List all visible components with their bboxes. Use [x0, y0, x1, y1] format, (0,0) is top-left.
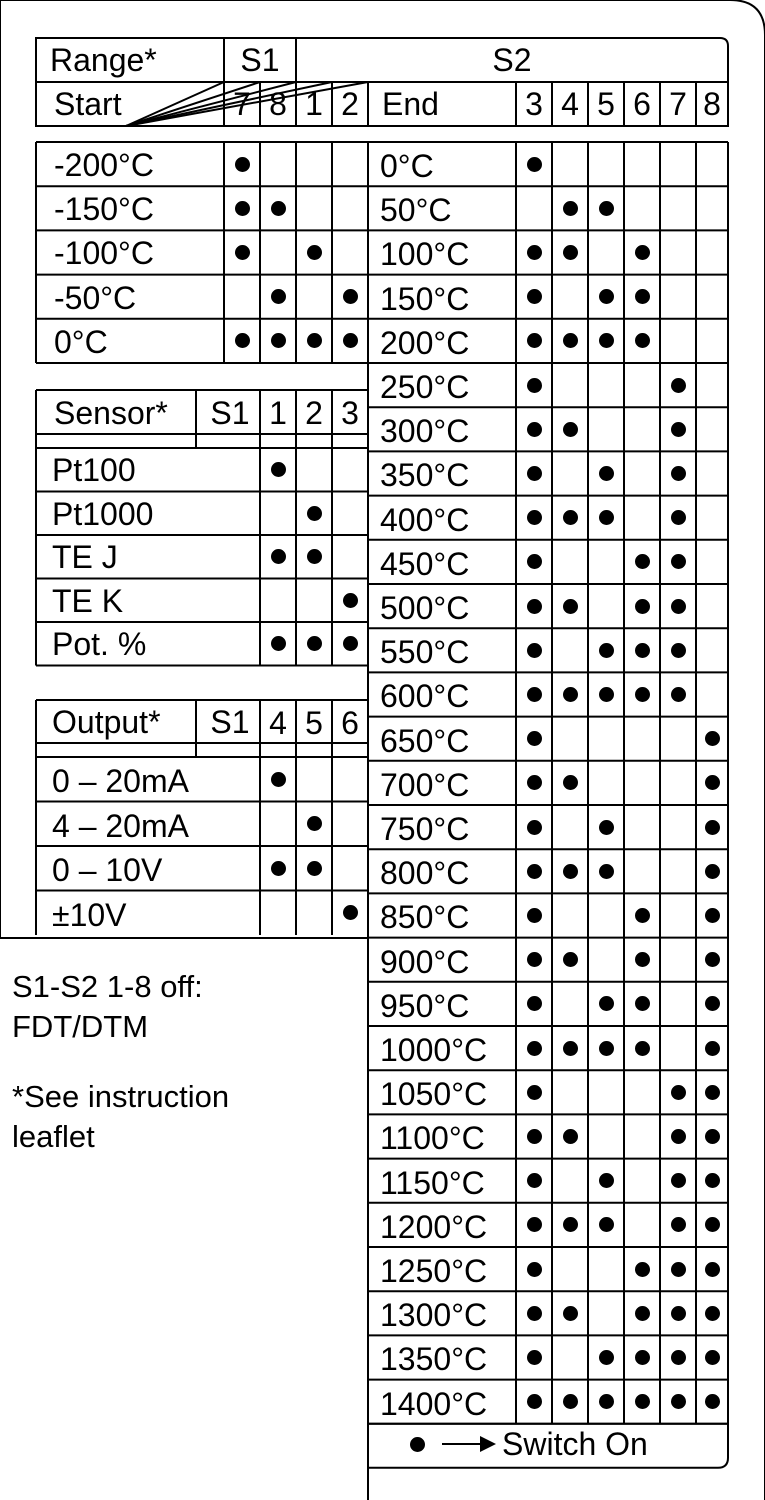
- range-s2-switch-number: 3: [525, 86, 543, 122]
- switch-on-dot: [599, 1394, 614, 1409]
- switch-on-dot: [705, 1306, 720, 1321]
- switch-on-dot: [527, 1129, 542, 1144]
- switch-on-dot: [599, 1217, 614, 1232]
- switch-on-dot: [271, 772, 286, 787]
- end-range-label: 700°C: [380, 766, 470, 803]
- switch-on-dot: [563, 775, 578, 790]
- range-s2-switch-number: 6: [633, 86, 651, 122]
- legend-text: Switch On: [502, 1426, 648, 1462]
- switch-on-dot: [635, 908, 650, 923]
- end-range-label: 0°C: [380, 148, 434, 184]
- switch-on-dot: [527, 775, 542, 790]
- switch-on-dot: [563, 201, 578, 216]
- switch-on-dot: [527, 157, 542, 172]
- switch-on-dot: [343, 333, 358, 348]
- start-range-label: 0°C: [54, 323, 108, 360]
- arrow-head-icon: [480, 1436, 496, 1452]
- end-range-label: 400°C: [380, 501, 470, 538]
- switch-on-dot: [307, 636, 322, 651]
- switch-on-dot: [271, 636, 286, 651]
- switch-on-dot: [671, 1394, 686, 1409]
- legend-dot: [410, 1437, 425, 1452]
- end-range-label: 550°C: [380, 634, 470, 671]
- switch-on-dot: [635, 952, 650, 967]
- switch-on-dot: [563, 1129, 578, 1144]
- switch-on-dot: [705, 996, 720, 1011]
- switch-on-dot: [671, 1262, 686, 1277]
- sensor-type-label: Pot. %: [52, 626, 147, 662]
- end-range-label: 600°C: [380, 678, 470, 715]
- range-s2-switch-number: 4: [561, 86, 579, 122]
- switch-on-dot: [599, 466, 614, 481]
- switch-on-dot: [563, 245, 578, 260]
- switch-on-dot: [527, 820, 542, 835]
- switch-on-dot: [527, 245, 542, 260]
- switch-on-dot: [527, 289, 542, 304]
- switch-on-dot: [599, 510, 614, 525]
- end-range-label: 1300°C: [380, 1297, 488, 1334]
- switch-on-dot: [235, 245, 250, 260]
- see-note-line2: leaflet: [12, 1119, 95, 1154]
- switch-on-dot: [705, 1129, 720, 1144]
- switch-on-dot: [527, 1173, 542, 1188]
- switch-on-dot: [271, 462, 286, 477]
- off-note-line2: FDT/DTM: [12, 1009, 149, 1044]
- switch-on-dot: [635, 1041, 650, 1056]
- switch-on-dot: [635, 996, 650, 1011]
- switch-on-dot: [527, 378, 542, 393]
- output-switch-number: 5: [305, 705, 323, 741]
- switch-on-dot: [599, 1173, 614, 1188]
- switch-on-dot: [635, 554, 650, 569]
- range-s1-switch-number: 8: [269, 86, 287, 122]
- switch-on-dot: [705, 864, 720, 879]
- range-s1-switch-number: 1: [305, 86, 323, 122]
- switch-on-dot: [635, 1306, 650, 1321]
- switch-on-dot: [271, 333, 286, 348]
- switch-on-dot: [307, 245, 322, 260]
- switch-on-dot: [527, 996, 542, 1011]
- switch-on-dot: [671, 466, 686, 481]
- switch-on-dot: [635, 1350, 650, 1365]
- output-switch-number: 4: [269, 705, 287, 741]
- switch-on-dot: [563, 599, 578, 614]
- switch-on-dot: [343, 593, 358, 608]
- switch-on-dot: [527, 554, 542, 569]
- switch-on-dot: [527, 643, 542, 658]
- switch-on-dot: [527, 687, 542, 702]
- switch-on-dot: [599, 996, 614, 1011]
- sensor-type-label: TE K: [52, 582, 124, 619]
- end-range-label: 900°C: [380, 943, 470, 980]
- switch-on-dot: [671, 378, 686, 393]
- switch-on-dot: [599, 643, 614, 658]
- switch-on-dot: [563, 687, 578, 702]
- switch-on-dot: [307, 816, 322, 831]
- switch-on-dot: [563, 1306, 578, 1321]
- switch-on-dot: [635, 1262, 650, 1277]
- switch-on-dot: [563, 864, 578, 879]
- switch-on-dot: [671, 643, 686, 658]
- off-note-line1: S1-S2 1-8 off:: [12, 969, 203, 1004]
- switch-on-dot: [527, 422, 542, 437]
- switch-on-dot: [527, 466, 542, 481]
- switch-on-dot: [527, 864, 542, 879]
- range-s2-switch-number: 8: [703, 86, 721, 122]
- switch-on-dot: [563, 1394, 578, 1409]
- output-type-label: 0 – 20mA: [52, 763, 189, 799]
- switch-on-dot: [635, 289, 650, 304]
- end-range-label: 50°C: [380, 192, 452, 229]
- end-range-label: 150°C: [380, 280, 470, 317]
- switch-on-dot: [527, 1041, 542, 1056]
- switch-on-dot: [705, 1262, 720, 1277]
- output-type-label: ±10V: [52, 896, 127, 933]
- switch-on-dot: [271, 549, 286, 564]
- end-range-label: 450°C: [380, 545, 470, 582]
- switch-on-dot: [599, 864, 614, 879]
- switch-on-dot: [635, 333, 650, 348]
- switch-on-dot: [527, 1306, 542, 1321]
- arrow-right-icon: [442, 1443, 482, 1445]
- end-range-label: 850°C: [380, 899, 470, 936]
- switch-on-dot: [527, 1262, 542, 1277]
- output-type-label: 4 – 20mA: [52, 807, 189, 844]
- switch-on-dot: [671, 554, 686, 569]
- end-range-label: 500°C: [380, 590, 470, 626]
- end-range-label: 1200°C: [380, 1208, 488, 1245]
- switch-on-dot: [671, 1217, 686, 1232]
- sensor-switch-number: 3: [341, 395, 359, 431]
- sensor-type-label: TE J: [52, 539, 118, 575]
- switch-on-dot: [671, 599, 686, 614]
- switch-on-dot: [705, 1041, 720, 1056]
- switch-on-dot: [705, 952, 720, 967]
- switch-on-dot: [599, 289, 614, 304]
- range-s2-header: S2: [492, 42, 532, 78]
- end-range-label: 950°C: [380, 987, 470, 1024]
- end-range-label: 1350°C: [380, 1341, 488, 1378]
- switch-on-dot: [599, 333, 614, 348]
- switch-on-dot: [271, 861, 286, 876]
- switch-on-dot: [527, 731, 542, 746]
- see-note-line1: *See instruction: [12, 1079, 230, 1114]
- switch-on-dot: [671, 1129, 686, 1144]
- switch-on-dot: [307, 549, 322, 564]
- output-s1-header: S1: [210, 704, 250, 740]
- range-s1-switch-number: 7: [233, 86, 251, 122]
- switch-on-dot: [563, 952, 578, 967]
- switch-on-dot: [705, 1217, 720, 1232]
- switch-on-dot: [635, 1394, 650, 1409]
- sensor-s1-header: S1: [210, 395, 250, 431]
- end-range-label: 750°C: [380, 811, 470, 847]
- switch-on-dot: [635, 687, 650, 702]
- switch-on-dot: [705, 775, 720, 790]
- end-range-label: 1250°C: [380, 1253, 488, 1289]
- switch-on-dot: [635, 599, 650, 614]
- sensor-type-label: Pt100: [52, 452, 136, 488]
- switch-on-dot: [599, 1041, 614, 1056]
- switch-on-dot: [671, 1306, 686, 1321]
- switch-on-dot: [343, 905, 358, 920]
- sensor-switch-number: 1: [269, 395, 287, 431]
- switch-on-dot: [705, 1085, 720, 1100]
- switch-on-dot: [671, 510, 686, 525]
- switch-on-dot: [563, 333, 578, 348]
- switch-on-dot: [671, 1085, 686, 1100]
- switch-on-dot: [705, 1173, 720, 1188]
- switch-on-dot: [527, 1394, 542, 1409]
- switch-on-dot: [343, 636, 358, 651]
- switch-on-dot: [527, 952, 542, 967]
- switch-on-dot: [671, 1173, 686, 1188]
- end-header: End: [382, 86, 439, 122]
- switch-on-dot: [527, 908, 542, 923]
- end-range-label: 1000°C: [380, 1032, 488, 1068]
- start-range-label: -50°C: [54, 279, 137, 316]
- start-range-label: -100°C: [54, 235, 154, 272]
- end-range-label: 1050°C: [380, 1076, 488, 1113]
- switch-on-dot: [271, 201, 286, 216]
- range-s1-header: S1: [240, 42, 280, 78]
- switch-on-dot: [527, 1085, 542, 1100]
- switch-on-dot: [671, 422, 686, 437]
- end-range-label: 100°C: [380, 236, 470, 273]
- switch-on-dot: [307, 861, 322, 876]
- switch-on-dot: [705, 820, 720, 835]
- switch-on-dot: [671, 687, 686, 702]
- switch-on-dot: [343, 289, 358, 304]
- switch-on-dot: [307, 506, 322, 521]
- end-range-label: 350°C: [380, 457, 470, 494]
- end-range-label: 1150°C: [380, 1164, 485, 1201]
- switch-on-dot: [671, 1350, 686, 1365]
- range-s2-switch-number: 5: [597, 86, 615, 122]
- sensor-switch-number: 2: [305, 395, 323, 431]
- end-range-label: 650°C: [380, 722, 470, 759]
- switch-on-dot: [307, 333, 322, 348]
- end-range-label: 250°C: [380, 369, 470, 405]
- switch-on-dot: [705, 908, 720, 923]
- switch-on-dot: [599, 201, 614, 216]
- switch-on-dot: [527, 333, 542, 348]
- end-range-label: 200°C: [380, 324, 470, 361]
- switch-on-dot: [635, 245, 650, 260]
- switch-on-dot: [271, 289, 286, 304]
- switch-on-dot: [705, 1394, 720, 1409]
- switch-on-dot: [235, 333, 250, 348]
- switch-on-dot: [705, 731, 720, 746]
- switch-on-dot: [235, 201, 250, 216]
- sensor-type-label: Pt1000: [52, 495, 154, 532]
- end-range-label: 1100°C: [380, 1120, 485, 1157]
- switch-on-dot: [563, 1041, 578, 1056]
- range-title: Range*: [50, 42, 157, 78]
- start-header: Start: [54, 86, 122, 122]
- switch-on-dot: [705, 1350, 720, 1365]
- output-switch-number: 6: [341, 705, 359, 741]
- end-range-label: 1400°C: [380, 1385, 488, 1422]
- switch-on-dot: [527, 510, 542, 525]
- end-range-label: 300°C: [380, 413, 470, 450]
- start-range-label: -150°C: [54, 191, 154, 228]
- switch-on-dot: [527, 1350, 542, 1365]
- switch-on-dot: [527, 1217, 542, 1232]
- output-title: Output*: [52, 704, 161, 740]
- switch-on-dot: [599, 687, 614, 702]
- end-range-label: 800°C: [380, 855, 470, 892]
- range-s2-switch-number: 7: [669, 86, 687, 122]
- switch-on-dot: [599, 1350, 614, 1365]
- switch-on-dot: [563, 1217, 578, 1232]
- switch-on-dot: [563, 422, 578, 437]
- start-range-label: -200°C: [54, 147, 154, 183]
- sensor-title: Sensor*: [54, 395, 168, 431]
- switch-on-dot: [563, 510, 578, 525]
- output-type-label: 0 – 10V: [52, 852, 163, 888]
- range-s1-switch-number: 2: [341, 86, 359, 122]
- switch-on-dot: [599, 820, 614, 835]
- switch-on-dot: [635, 643, 650, 658]
- switch-on-dot: [527, 599, 542, 614]
- switch-on-dot: [235, 157, 250, 172]
